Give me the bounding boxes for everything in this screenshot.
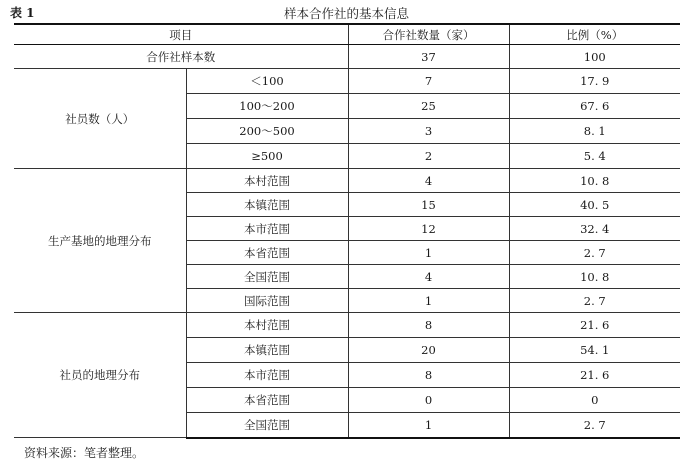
row-sub: 本市范围	[186, 363, 348, 388]
row-sub: 本镇范围	[186, 338, 348, 363]
total-ratio: 100	[509, 45, 680, 69]
row-ratio: 17. 9	[509, 69, 680, 94]
row-ratio: 54. 1	[509, 338, 680, 363]
row-count: 1	[348, 413, 509, 438]
row-count: 4	[348, 169, 509, 193]
group-label-member-geo: 社员的地理分布	[14, 313, 186, 438]
row-sub: 本省范围	[186, 241, 348, 265]
row-ratio: 67. 6	[509, 94, 680, 119]
row-ratio: 21. 6	[509, 313, 680, 338]
row-count: 20	[348, 338, 509, 363]
table-header-row	[14, 24, 680, 45]
row-sub: 100～200	[186, 94, 348, 119]
total-label: 合作社样本数	[14, 45, 348, 69]
table-row	[14, 169, 680, 193]
row-count: 8	[348, 363, 509, 388]
row-ratio: 40. 5	[509, 193, 680, 217]
row-sub: 全国范围	[186, 413, 348, 438]
header-ratio: 比例（%）	[509, 24, 680, 45]
row-sub: 全国范围	[186, 265, 348, 289]
row-count: 8	[348, 313, 509, 338]
row-ratio: 2. 7	[509, 289, 680, 313]
row-ratio: 21. 6	[509, 363, 680, 388]
row-count: 4	[348, 265, 509, 289]
row-sub: 本村范围	[186, 169, 348, 193]
row-ratio: 10. 8	[509, 169, 680, 193]
row-sub: 200～500	[186, 119, 348, 144]
row-sub: 本村范围	[186, 313, 348, 338]
row-ratio: 32. 4	[509, 217, 680, 241]
table-title: 样本合作社的基本信息	[283, 6, 409, 21]
row-ratio: 2. 7	[509, 413, 680, 438]
source-note: 资料来源：笔者整理。	[24, 446, 145, 460]
row-ratio: 10. 8	[509, 265, 680, 289]
row-count: 12	[348, 217, 509, 241]
header-item: 项目	[14, 24, 348, 45]
row-count: 1	[348, 241, 509, 265]
row-sub: 国际范围	[186, 289, 348, 313]
row-ratio: 5. 4	[509, 144, 680, 169]
row-count: 3	[348, 119, 509, 144]
table-number: 表 1	[10, 6, 35, 20]
row-ratio: 8. 1	[509, 119, 680, 144]
row-sub: 本省范围	[186, 388, 348, 413]
row-count: 0	[348, 388, 509, 413]
row-count: 25	[348, 94, 509, 119]
row-count: 2	[348, 144, 509, 169]
row-sub: ＜100	[186, 69, 348, 94]
table-row	[14, 313, 680, 338]
total-row	[14, 45, 680, 69]
row-count: 1	[348, 289, 509, 313]
group-label-members: 社员数（人）	[14, 69, 186, 169]
row-sub: ≥500	[186, 144, 348, 169]
group-label-base: 生产基地的地理分布	[14, 169, 186, 313]
header-count: 合作社数量（家）	[348, 24, 509, 45]
row-ratio: 2. 7	[509, 241, 680, 265]
row-ratio: 0	[509, 388, 680, 413]
row-count: 15	[348, 193, 509, 217]
data-table	[14, 23, 680, 439]
table-caption	[0, 2, 693, 20]
row-count: 7	[348, 69, 509, 94]
total-count: 37	[348, 45, 509, 69]
row-sub: 本市范围	[186, 217, 348, 241]
row-sub: 本镇范围	[186, 193, 348, 217]
table-row	[14, 69, 680, 94]
